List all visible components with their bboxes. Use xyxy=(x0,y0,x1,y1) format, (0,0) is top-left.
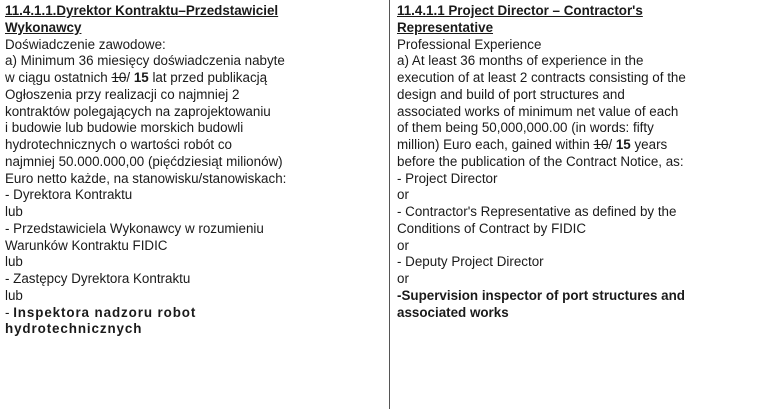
english-requirement-text: years xyxy=(630,137,668,152)
english-requirement-line: execution of at least 2 contracts consisting of the xyxy=(397,70,686,85)
polish-role-dash: - xyxy=(5,304,14,320)
english-amended-years: 15 xyxy=(615,137,631,152)
english-requirement-line xyxy=(397,137,777,154)
polish-requirement-text: lat przed publikacją xyxy=(148,70,268,85)
english-role-item: - Project Director xyxy=(397,170,498,186)
polish-role-item: - Dyrektora Kontraktu xyxy=(5,187,133,203)
polish-or-connector: lub xyxy=(5,287,23,303)
english-requirement-line: a) At least 36 months of experience in the xyxy=(397,53,644,69)
polish-deleted-years: 10 xyxy=(111,70,127,85)
english-slash: / xyxy=(608,137,616,152)
english-role-inspector: -Supervision inspector of port structures and xyxy=(397,287,685,303)
polish-section-heading: 11.4.1.1.Dyrektor Kontraktu–Przedstawiciel xyxy=(5,3,279,18)
english-section-heading: 11.4.1.1 Project Director – Contractor's xyxy=(397,3,643,18)
english-requirement-line: associated works of minimum net value of each xyxy=(397,103,679,119)
polish-requirement-line: Ogłoszenia przy realizacji co najmniej 2 xyxy=(5,86,240,102)
polish-requirement-line: a) Minimum 36 miesięcy doświadczenia nabyte xyxy=(5,53,285,69)
english-role-item: - Deputy Project Director xyxy=(397,254,544,270)
polish-role-item xyxy=(5,305,390,322)
english-requirement-text: million) Euro each, gained within xyxy=(397,137,594,152)
polish-requirement-line: Euro netto każde, na stanowisku/stanowiskach: xyxy=(5,170,287,186)
english-requirement-line: before the publication of the Contract Notice, as: xyxy=(397,153,684,169)
polish-requirement-line: hydrotechnicznych o wartości robót co xyxy=(5,137,233,152)
polish-role-item-continued: Warunków Kontraktu FIDIC xyxy=(5,237,168,253)
english-requirement-line: of them being 50,000,000.00 (in words: fifty xyxy=(397,120,654,136)
polish-requirement-text: w ciągu ostatnich xyxy=(5,70,112,85)
english-or-connector: or xyxy=(397,187,409,203)
polish-role-item: - Przedstawiciela Wykonawcy w rozumieniu xyxy=(5,220,264,236)
english-column xyxy=(397,3,777,321)
english-requirement-line: design and build of port structures and xyxy=(397,86,625,102)
english-section-heading-continued: Representative xyxy=(397,19,494,35)
polish-experience-label: Doświadczenie zawodowe: xyxy=(5,36,166,52)
polish-requirement-line xyxy=(5,70,390,87)
polish-requirement-line: kontraktów polegających na zaprojektowaniu xyxy=(5,103,271,119)
english-or-connector: or xyxy=(397,271,409,286)
polish-requirement-line: i budowie lub budowie morskich budowli xyxy=(5,120,244,136)
english-deleted-years: 10 xyxy=(593,137,609,152)
polish-column xyxy=(5,3,390,338)
polish-section-heading-continued: Wykonawcy xyxy=(5,19,82,35)
polish-role-inspector: Inspektora nadzoru robot xyxy=(13,304,197,320)
english-role-item-continued: Conditions of Contract by FIDIC xyxy=(397,220,587,236)
polish-role-inspector-continued: hydrotechnicznych xyxy=(5,321,143,337)
polish-or-connector: lub xyxy=(5,254,23,270)
polish-slash: / xyxy=(126,70,134,85)
english-role-inspector-continued: associated works xyxy=(397,304,509,320)
column-divider xyxy=(389,0,390,409)
polish-role-item: - Zastępcy Dyrektora Kontraktu xyxy=(5,271,191,286)
polish-requirement-line: najmniej 50.000.000,00 (pięćdziesiąt milionów) xyxy=(5,153,283,169)
english-experience-label: Professional Experience xyxy=(397,36,542,52)
english-or-connector: or xyxy=(397,237,409,253)
polish-amended-years: 15 xyxy=(133,70,149,85)
english-role-item: - Contractor's Representative as defined by the xyxy=(397,204,677,219)
polish-or-connector: lub xyxy=(5,204,23,219)
